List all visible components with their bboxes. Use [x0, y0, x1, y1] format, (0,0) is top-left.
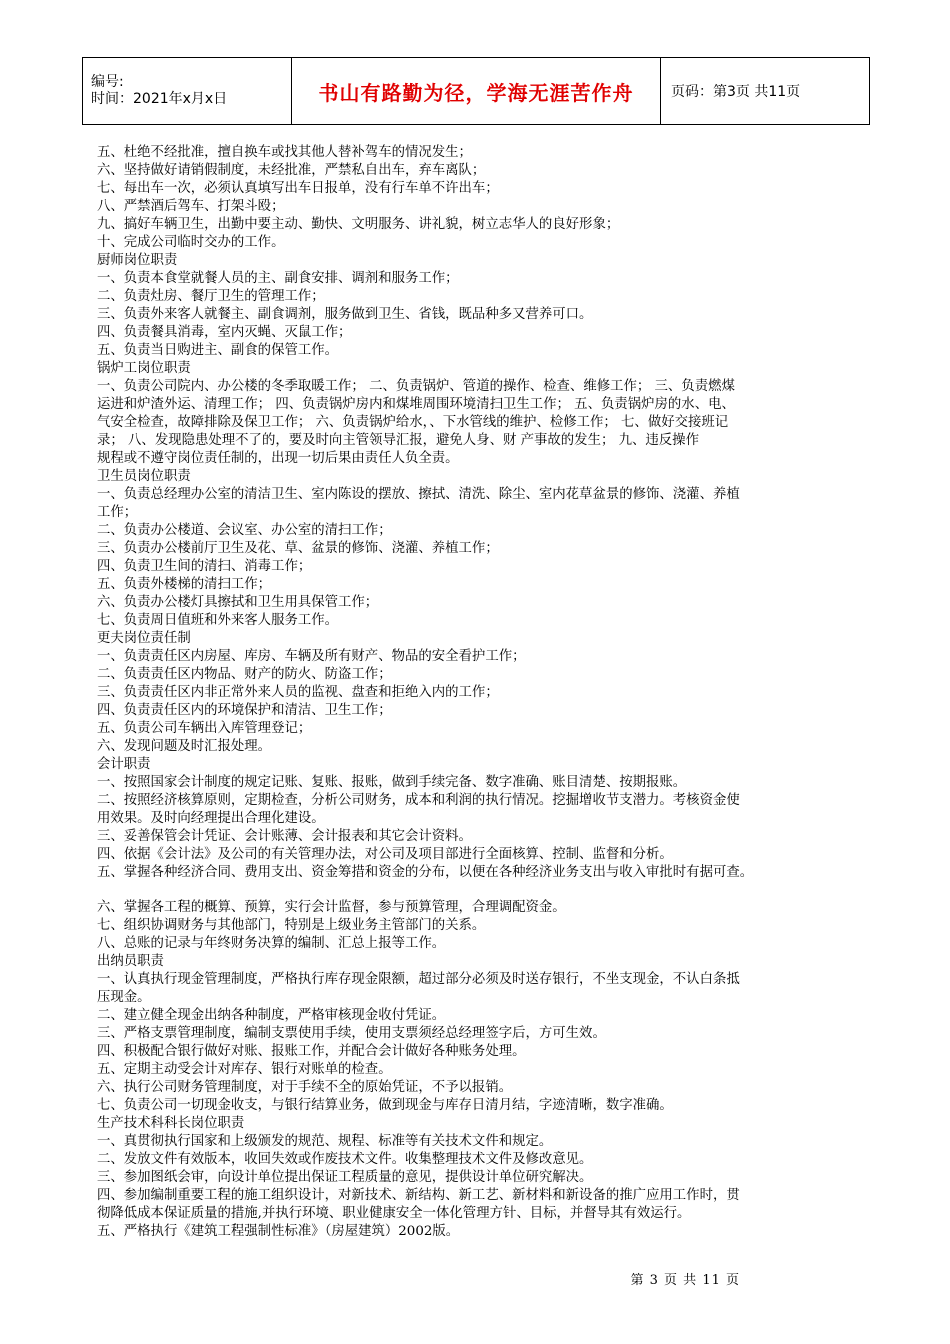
- text-line: 三、严格支票管理制度，编制支票使用手续，使用支票须经总经理签字后，方可生效。: [97, 1026, 606, 1041]
- text-line: 锅炉工岗位职责: [97, 361, 191, 376]
- header-meta-cell: [83, 58, 292, 125]
- header-motto-cell: [292, 58, 661, 125]
- header-page-cell: [661, 58, 870, 125]
- text-line: 五、定期主动受会计对库存、银行对账单的检查。: [97, 1062, 392, 1077]
- text-line: 五、掌握各种经济合同、费用支出、资金筹措和资金的分布，以便在各种经济业务支出与收入审批时有据可查。: [97, 865, 754, 880]
- text-line: 五、负责公司车辆出入库管理登记；: [97, 721, 312, 736]
- text-line: 一、真贯彻执行国家和上级颁发的规范、规程、标准等有关技术文件和规定。: [97, 1134, 553, 1149]
- text-line: 三、负责办公楼前厅卫生及花、草、盆景的修饰、浇灌、养植工作；: [97, 541, 499, 556]
- text-line: 用效果。及时向经理提出合理化建设。: [97, 811, 325, 826]
- text-line: 六、执行公司财务管理制度，对于手续不全的原始凭证，不予以报销。: [97, 1080, 513, 1095]
- text-line: 一、负责本食堂就餐人员的主、副食安排、调剂和服务工作；: [97, 271, 459, 286]
- text-line: 二、负责灶房、餐厅卫生的管理工作；: [97, 289, 325, 304]
- text-line: 八、总账的记录与年终财务决算的编制、汇总上报等工作。: [97, 936, 446, 951]
- text-line: 一、负责责任区内房屋、库房、车辆及所有财产、物品的安全看护工作；: [97, 649, 526, 664]
- text-line: 五、负责当日购进主、副食的保管工作。: [97, 343, 339, 358]
- text-line: 厨师岗位职责: [97, 253, 178, 268]
- text-line: 六、发现问题及时汇报处理。: [97, 739, 272, 754]
- text-line: 规程或不遵守岗位责任制的，出现一切后果由责任人负全责。: [97, 451, 459, 466]
- number-label: 编号:: [91, 74, 124, 90]
- text-line: 一、负责公司院内、办公楼的冬季取暖工作； 二、负责锅炉、管道的操作、检查、维修工作； 三、负责燃煤: [97, 379, 735, 394]
- text-line: 三、负责责任区内非正常外来人员的监视、盘查和拒绝入内的工作；: [97, 685, 499, 700]
- document-header: [82, 57, 870, 125]
- text-line: 气安全检查，故障排除及保卫工作； 六、负责锅炉给水，、下水管线的维护、检修工作； 七、做好交接班记: [97, 415, 729, 430]
- page-footer: 第 3 页 共 11 页: [630, 1273, 740, 1288]
- text-line: 五、杜绝不经批准，擅自换车或找其他人替补驾车的情况发生；: [97, 145, 472, 160]
- text-line: 三、负责外来客人就餐主、副食调剂，服务做到卫生、省钱，既品种多又营养可口。: [97, 307, 593, 322]
- document-body: [97, 144, 877, 1241]
- text-line: 七、负责公司一切现金收支，与银行结算业务，做到现金与库存日清月结，字迹清晰，数字准确。: [97, 1098, 673, 1113]
- text-line: 彻降低成本保证质量的措施,并执行环境、职业健康安全一体化管理方针、目标，并督导其有效运行。: [97, 1206, 691, 1221]
- text-line: 二、建立健全现金出纳各种制度，严格审核现金收付凭证。: [97, 1008, 446, 1023]
- text-line: 四、积极配合银行做好对账、报账工作，并配合会计做好各种账务处理。: [97, 1044, 526, 1059]
- text-line: 七、组织协调财务与其他部门，特别是上级业务主管部门的关系。: [97, 918, 486, 933]
- text-line: 六、坚持做好请销假制度，未经批准，严禁私自出车，弃车离队；: [97, 163, 486, 178]
- text-line: 更夫岗位责任制: [97, 631, 191, 646]
- text-line: 四、负责卫生间的清扫、消毒工作；: [97, 559, 312, 574]
- text-line: 二、发放文件有效版本，收回失效或作废技术文件。收集整理技术文件及修改意见。: [97, 1152, 593, 1167]
- text-line: 六、掌握各工程的概算、预算，实行会计监督，参与预算管理，合理调配资金。: [97, 900, 566, 915]
- text-line: 九、搞好车辆卫生，出勤中要主动、勤快、文明服务、讲礼貌，树立志华人的良好形象；: [97, 217, 620, 232]
- text-line: 七、每出车一次，必须认真填写出车日报单，没有行车单不许出车；: [97, 181, 499, 196]
- page-info: 页码：第3页 共11页: [671, 84, 801, 100]
- text-line: 三、参加图纸会审，向设计单位提出保证工程质量的意见，提供设计单位研究解决。: [97, 1170, 593, 1185]
- text-line: 工作；: [97, 505, 138, 520]
- text-line: 四、负责餐具消毒，室内灭蝇、灭鼠工作；: [97, 325, 352, 340]
- text-line: 一、负责总经理办公室的清洁卫生、室内陈设的摆放、擦拭、清洗、除尘、室内花草盆景的修饰、浇灌、养植: [97, 487, 740, 502]
- text-line: 二、负责办公楼道、会议室、办公室的清扫工作；: [97, 523, 392, 538]
- text-line: 五、严格执行《建筑工程强制性标准》（房屋建筑）2002版。: [97, 1224, 460, 1239]
- text-line: 四、负责责任区内的环境保护和清洁、卫生工作；: [97, 703, 392, 718]
- text-line: 压现金。: [97, 990, 151, 1005]
- text-line: 六、负责办公楼灯具擦拭和卫生用具保管工作；: [97, 595, 379, 610]
- text-line: 八、严禁酒后驾车、打架斗殴；: [97, 199, 285, 214]
- text-line: 一、认真执行现金管理制度，严格执行库存现金限额，超过部分必须及时送存银行，不坐支现金，不认白条抵: [97, 972, 740, 987]
- text-line: 卫生员岗位职责: [97, 469, 191, 484]
- text-line: 三、妥善保管会计凭证、会计账薄、会计报表和其它会计资料。: [97, 829, 472, 844]
- text-line: 二、负责责任区内物品、财产的防火、防盗工作；: [97, 667, 392, 682]
- time-label: 时间：2021年x月x日: [91, 91, 228, 107]
- text-line: 会计职责: [97, 757, 151, 772]
- text-line: 十、完成公司临时交办的工作。: [97, 235, 285, 250]
- text-line: 运进和炉渣外运、清理工作； 四、负责锅炉房内和煤堆周围环境清扫卫生工作； 五、负责锅炉房的水、电、: [97, 397, 735, 412]
- text-line: 一、按照国家会计制度的规定记账、复账、报账，做到手续完备、数字准确、账目清楚、按期报账。: [97, 775, 687, 790]
- text-line: 录； 八、发现隐患处理不了的，要及时向主管领导汇报，避免人身、财 产事故的发生； 九、违反操作: [97, 433, 699, 448]
- text-line: 四、依据《会计法》及公司的有关管理办法，对公司及项目部进行全面核算、控制、监督和分析。: [97, 847, 673, 862]
- text-line: 七、负责周日值班和外来客人服务工作。: [97, 613, 339, 628]
- text-line: 生产技术科科长岗位职责: [97, 1116, 245, 1131]
- text-line: 四、参加编制重要工程的施工组织设计，对新技术、新结构、新工艺、新材料和新设备的推广应用工作时，贯: [97, 1188, 740, 1203]
- text-line: 二、按照经济核算原则，定期检查，分析公司财务，成本和利润的执行情况。挖掘增收节支潜力。考核资金使: [97, 793, 740, 808]
- motto-text: 书山有路勤为径，学海无涯苦作舟: [318, 80, 634, 105]
- text-line: 出纳员职责: [97, 954, 164, 969]
- text-line: 五、负责外楼梯的清扫工作；: [97, 577, 272, 592]
